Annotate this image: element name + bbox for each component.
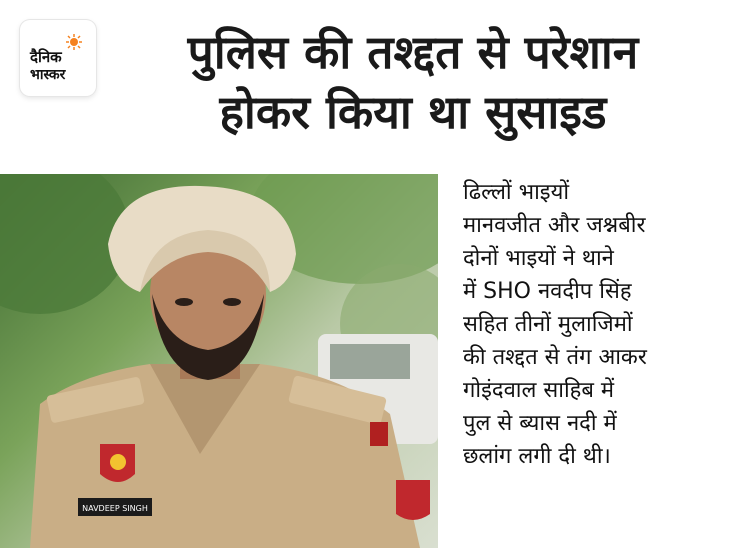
officer-illustration <box>0 174 438 548</box>
name-tag-text: NAVDEEP SINGH <box>82 504 148 513</box>
caption-text <box>463 176 725 473</box>
caption-line: पुल से ब्यास नदी में <box>463 411 617 436</box>
headline-line-1: पुलिस की तश्द्दत से परेशान <box>187 25 639 79</box>
caption-line: की तश्द्दत से तंग आकर <box>463 345 647 370</box>
caption-line: में SHO नवदीप सिंह <box>463 279 632 304</box>
headline <box>108 22 718 142</box>
officer-photo <box>0 174 438 548</box>
header <box>0 0 730 160</box>
caption-line: सहित तीनों मुलाजिमों <box>463 312 633 337</box>
caption-line: छलांग लगी दी थी। <box>463 444 611 469</box>
logo-text-dainik: दैनिक <box>30 48 62 66</box>
caption-line: गोइंदवाल साहिब में <box>463 378 615 403</box>
caption-line: दोनों भाइयों ने थाने <box>463 246 614 271</box>
caption-line: मानवजीत और जश्नबीर <box>463 213 646 238</box>
dainik-bhaskar-logo[interactable] <box>20 20 96 96</box>
caption-line: ढिल्लों भाइयों <box>463 180 570 205</box>
headline-line-2: होकर किया था सुसाइड <box>219 85 607 139</box>
logo-text-bhaskar: भास्कर <box>30 67 66 83</box>
